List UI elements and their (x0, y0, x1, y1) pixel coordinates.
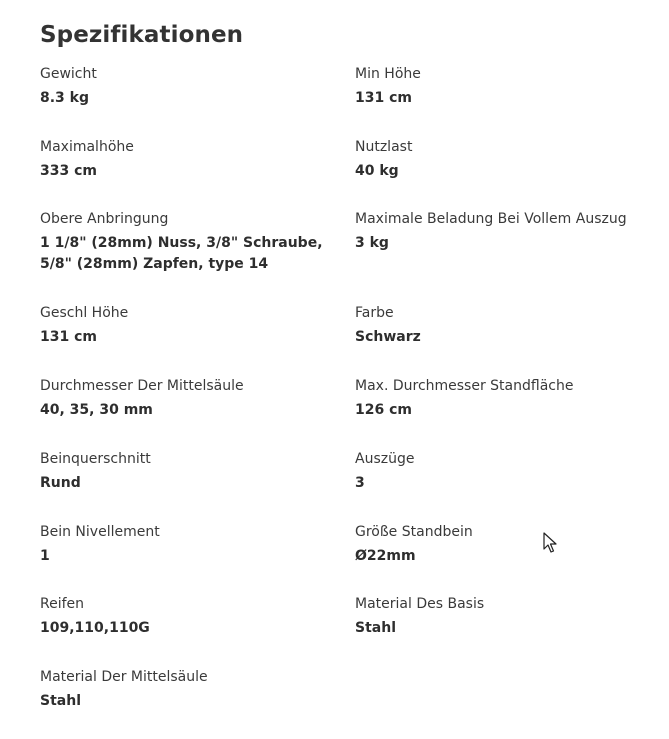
spec-value: 40, 35, 30 mm (40, 402, 153, 418)
spec-label: Maximalhöhe (40, 139, 134, 155)
spec-value: 1 (40, 548, 50, 564)
spec-label: Material Der Mittelsäule (40, 669, 208, 685)
spec-value: 126 cm (355, 402, 412, 418)
spec-label: Max. Durchmesser Standfläche (355, 378, 574, 394)
spec-label: Nutzlast (355, 139, 413, 155)
spec-extensions (355, 449, 645, 494)
mouse-pointer-icon (543, 532, 557, 554)
spec-max-load-extended (355, 209, 655, 254)
spec-value: 1 1/8" (28mm) Nuss, 3/8" Schraube, 5/8" (28mm) Zapfen, type 14 (40, 235, 323, 272)
spec-value: Rund (40, 475, 81, 491)
spec-column-material (40, 667, 330, 712)
spec-label: Reifen (40, 596, 85, 612)
spec-column-diameter (40, 376, 330, 421)
spec-value: Ø22mm (355, 548, 416, 564)
spec-max-footprint-diameter (355, 376, 645, 421)
spec-tires (40, 594, 330, 639)
spec-value: 8.3 kg (40, 90, 90, 106)
spec-leg-size (355, 522, 645, 567)
spec-value: 131 cm (40, 329, 97, 345)
spec-leg-cross-section (40, 449, 330, 494)
spec-label: Farbe (355, 305, 394, 321)
spec-label: Größe Standbein (355, 524, 473, 540)
spec-value: 3 (355, 475, 365, 491)
spec-value: 3 kg (355, 235, 389, 251)
spec-label: Obere Anbringung (40, 211, 169, 227)
spec-value: 40 kg (355, 163, 399, 179)
spec-label: Maximale Beladung Bei Vollem Auszug (355, 211, 627, 227)
spec-value: 333 cm (40, 163, 97, 179)
spec-color (355, 303, 645, 348)
spec-label: Auszüge (355, 451, 415, 467)
spec-leg-leveling (40, 522, 330, 567)
page-title: Spezifikationen (40, 22, 244, 48)
spec-value: Schwarz (355, 329, 421, 345)
spec-max-height (40, 137, 330, 182)
spec-top-mount (40, 209, 330, 275)
spec-value: 131 cm (355, 90, 412, 106)
spec-label: Durchmesser Der Mittelsäule (40, 378, 244, 394)
spec-label: Beinquerschnitt (40, 451, 151, 467)
spec-label: Material Des Basis (355, 596, 485, 612)
spec-label: Gewicht (40, 66, 97, 82)
spec-base-material (355, 594, 645, 639)
spec-label: Min Höhe (355, 66, 421, 82)
spec-payload (355, 137, 645, 182)
spec-value: Stahl (355, 620, 396, 636)
spec-value: 109,110,110G (40, 620, 150, 636)
spec-label: Bein Nivellement (40, 524, 160, 540)
spec-value: Stahl (40, 693, 81, 709)
spec-closed-height (40, 303, 330, 348)
spec-weight (40, 64, 330, 109)
spec-min-height (355, 64, 645, 109)
spec-label: Geschl Höhe (40, 305, 129, 321)
